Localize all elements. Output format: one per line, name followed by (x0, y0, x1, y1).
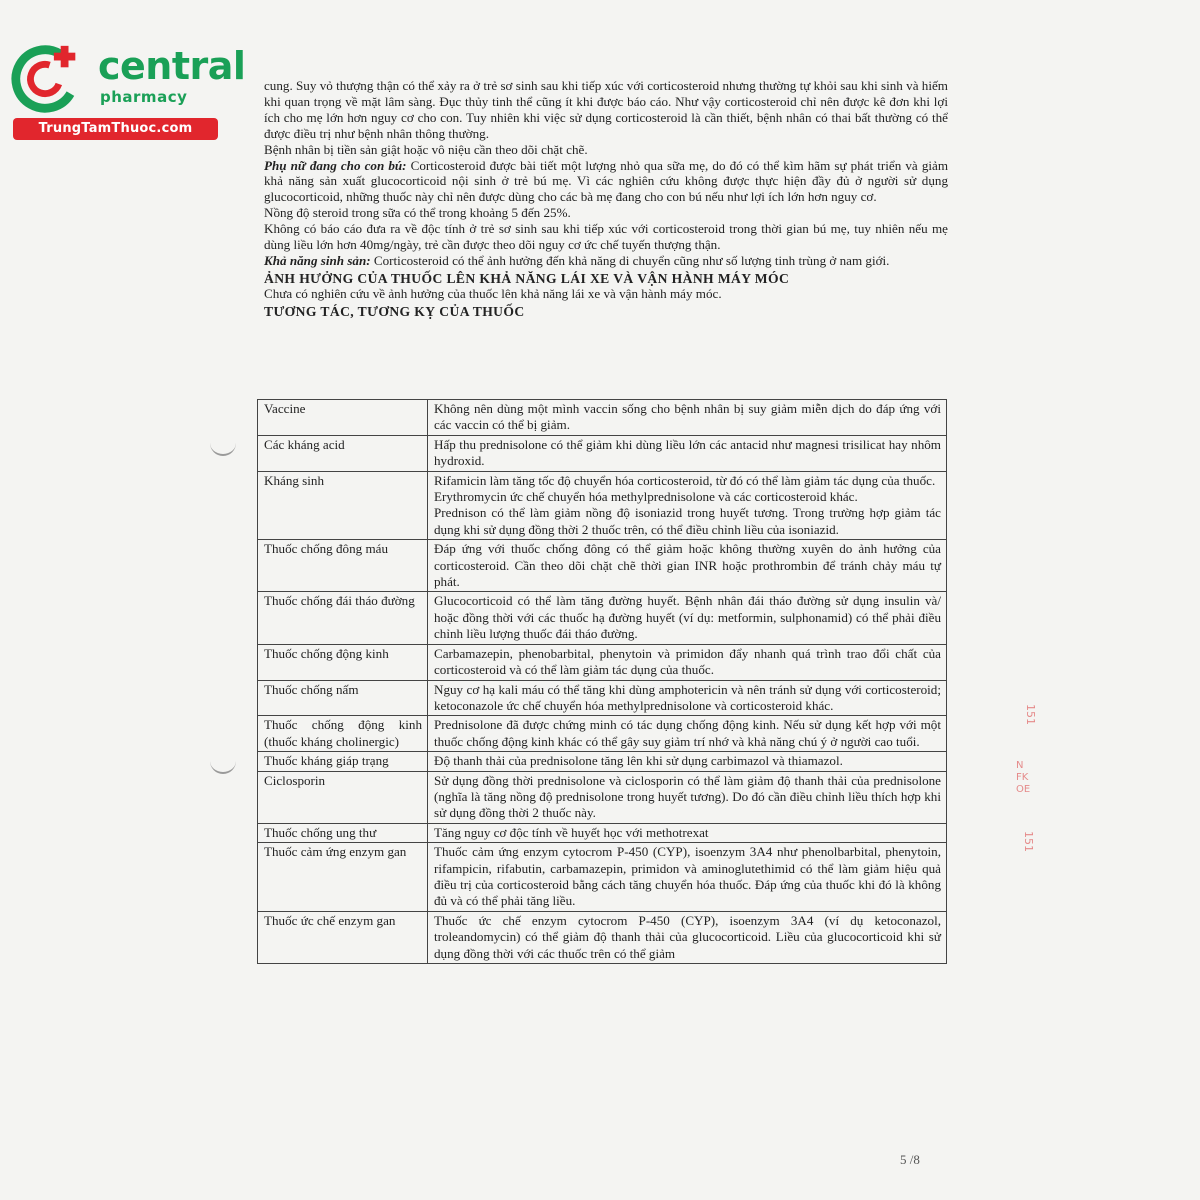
paragraph: Không có báo cáo đưa ra về độc tính ở trẻ sơ sinh sau khi tiếp xúc với corticosteroid trong thời gian bú mẹ, tuy nhiên nếu mẹ dùng liều lớn hơn 40mg/ngày, trẻ cần được theo dõi nguy cơ ức chế tuyến thượng thận. (264, 221, 948, 253)
effect-line: Không nên dùng một mình vaccin sống cho bệnh nhân bị suy giảm miễn dịch do đáp ứng với các vaccin có thể bị giảm. (434, 401, 941, 433)
effect-line: Prednisolone đã được chứng minh có tác dụng chống động kinh. Nếu sử dụng kết hợp với một thuốc chống động kinh khác có thể gây suy giảm trí nhớ và khả năng chú ý ở người cao tuổi. (434, 717, 941, 749)
table-row (258, 771, 947, 823)
stamp-mark: 151 (1024, 704, 1037, 725)
interaction-effect-cell (428, 752, 947, 771)
logo-subtitle: pharmacy (100, 88, 188, 106)
paragraph: cung. Suy vỏ thượng thận có thể xảy ra ở trẻ sơ sinh sau khi tiếp xúc với corticosteroid nhưng thường tự khỏi sau khi sinh và hiếm khi quan trọng về mặt lâm sàng. Đục thủy tinh thể cũng ít khi được báo cáo. Như vậy corticosteroid chỉ nên được kê đơn khi lợi ích cho mẹ lớn hơn nguy cơ cho con. Tuy nhiên khi việc sử dụng corticosteroid là cần thiết, bệnh nhân có thai bất thường có thể được điều trị như bệnh nhân thông thường. (264, 78, 948, 141)
table-row (258, 435, 947, 471)
drug-class-cell: Các kháng acid (258, 435, 428, 471)
logo-name: central (98, 44, 246, 88)
interaction-effect-cell (428, 823, 947, 842)
interaction-effect-cell (428, 540, 947, 592)
effect-line: Rifamicin làm tăng tốc độ chuyển hóa corticosteroid, từ đó có thể làm giảm tác dụng của thuốc. (434, 472, 936, 488)
effect-line: Đáp ứng với thuốc chống đông có thể giảm hoặc không thường xuyên do ảnh hưởng của corticosteroid. Cần theo dõi chặt chẽ thời gian INR hoặc prothrombin để tránh chảy máu tự phát. (434, 541, 941, 590)
drug-class-cell: Thuốc kháng giáp trạng (258, 752, 428, 771)
drug-class-cell: Ciclosporin (258, 771, 428, 823)
table-row (258, 716, 947, 752)
table-row (258, 471, 947, 540)
table-row (258, 752, 947, 771)
drug-class-cell: Thuốc chống đái tháo đường (258, 592, 428, 644)
effect-line: Độ thanh thải của prednisolone tăng lên khi sử dụng carbimazol và thiamazol. (434, 753, 843, 769)
interaction-effect-cell (428, 843, 947, 912)
stamp-mark: N FK OE (1016, 760, 1031, 795)
effect-line: Thuốc ức chế enzym cytocrom P-450 (CYP), isoenzym 3A4 (ví dụ ketoconazol, troleandomycin) có thể giảm độ thanh thải của glucocorticoid. Liều của glucocorticoid khi sử dụng đồng thời với các thuốc trên có thể giảm (434, 912, 941, 961)
effect-line: Tăng nguy cơ độc tính về huyết học với methotrexat (434, 824, 709, 840)
punch-hole-mark (210, 758, 236, 774)
central-pharmacy-logo[interactable] (10, 38, 246, 138)
punch-hole-mark (210, 440, 236, 456)
interaction-effect-cell (428, 400, 947, 436)
drug-class-cell: Thuốc chống động kinh (thuốc kháng cholinergic) (258, 716, 428, 752)
drug-class-cell: Kháng sinh (258, 471, 428, 540)
paragraph: Khả năng sinh sản: Corticosteroid có thể ảnh hưởng đến khả năng di chuyển cũng như số lượng tinh trùng ở nam giới. (264, 252, 890, 268)
paragraph: Phụ nữ đang cho con bú: Corticosteroid được bài tiết một lượng nhỏ qua sữa mẹ, do đó có thể kìm hãm sự phát triển và giảm khả năng sản xuất glucocorticoid nội sinh ở trẻ bú mẹ. Vì các nghiên cứu không được thực hiện đầy đủ ở người sử dụng glucocorticoid, những thuốc này chỉ nên được dùng cho các bà mẹ đang cho con bú nếu như lợi ích lớn hơn nguy cơ. (264, 157, 948, 205)
drug-class-cell: Thuốc chống đông máu (258, 540, 428, 592)
effect-line: Thuốc cảm ứng enzym cytocrom P-450 (CYP), isoenzym 3A4 như phenolbarbital, phenytoin, rifampicin, rifabutin, carbamazepin, primidon và aminoglutethimid có thể làm giảm hiệu quả điều trị của corticosteroid bằng cách tăng chuyển hóa thuốc. Đáp ứng của thuốc khi đó là không đủ và có thể phải tăng liều. (434, 844, 941, 909)
paragraph-lead: Khả năng sinh sản: (264, 252, 371, 268)
effect-line: Hấp thu prednisolone có thể giảm khi dùng liều lớn các antacid như magnesi trisilicat hay nhôm hydroxid. (434, 436, 941, 469)
interaction-effect-cell (428, 644, 947, 680)
section-heading-driving: ẢNH HƯỞNG CỦA THUỐC LÊN KHẢ NĂNG LÁI XE VÀ VẬN HÀNH MÁY MÓC (264, 270, 790, 286)
effect-line: Erythromycin ức chế chuyển hóa methylprednisolone và các corticosteroid khác. (434, 489, 858, 505)
central-logo-icon (10, 40, 88, 118)
table-row (258, 843, 947, 912)
table-row (258, 823, 947, 842)
table-row (258, 540, 947, 592)
table-row (258, 592, 947, 644)
effect-line: Carbamazepin, phenobarbital, phenytoin và primidon đẩy nhanh quá trình trao đổi chất của corticosteroid và có thể làm giảm tác dụng của thuốc. (434, 645, 941, 678)
interactions-table (257, 399, 947, 964)
effect-line: Sử dụng đồng thời prednisolone và ciclosporin có thể làm giảm độ thanh thải của prednisolone (nghĩa là tăng nồng độ prednisolone trong huyết tương). Do đó cần điều chỉnh liều thích hợp khi sử dụng đồng thời 2 thuốc này. (434, 772, 941, 821)
paragraph-lead: Phụ nữ đang cho con bú: (264, 157, 407, 173)
paragraph: Bệnh nhân bị tiền sản giật hoặc vô niệu cần theo dõi chặt chẽ. (264, 141, 588, 157)
interaction-effect-cell (428, 592, 947, 644)
logo-url-banner[interactable]: TrungTamThuoc.com (13, 118, 218, 140)
table-row (258, 911, 947, 963)
interaction-effect-cell (428, 471, 947, 540)
effect-line: Prednison có thể làm giảm nồng độ isoniazid trong huyết tương. Trong trường hợp giảm tác dụng khi sử dụng đồng thời 2 thuốc trên, có thể điều chỉnh liều của isoniazid. (434, 505, 941, 537)
drug-class-cell: Thuốc chống động kinh (258, 644, 428, 680)
drug-class-cell: Thuốc chống nấm (258, 680, 428, 716)
drug-class-cell: Thuốc ức chế enzym gan (258, 911, 428, 963)
stamp-mark: 151 (1022, 831, 1035, 852)
interaction-effect-cell (428, 435, 947, 471)
page-number: 5 /8 (900, 1152, 920, 1167)
paragraph: Nồng độ steroid trong sữa có thể trong khoảng 5 đến 25%. (264, 205, 571, 221)
driving-text: Chưa có nghiên cứu về ảnh hưởng của thuốc lên khả năng lái xe và vận hành máy móc. (264, 285, 722, 301)
document-body (264, 78, 948, 319)
interaction-effect-cell (428, 771, 947, 823)
section-heading-interactions: TƯƠNG TÁC, TƯƠNG KỴ CỦA THUỐC (264, 303, 525, 319)
drug-class-cell: Vaccine (258, 400, 428, 436)
drug-class-cell: Thuốc chống ung thư (258, 823, 428, 842)
drug-class-cell: Thuốc cảm ứng enzym gan (258, 843, 428, 912)
interaction-effect-cell (428, 680, 947, 716)
interaction-effect-cell (428, 716, 947, 752)
effect-line: Nguy cơ hạ kali máu có thể tăng khi dùng amphotericin và nên tránh sử dụng với corticosteroid; ketoconazole ức chế chuyển hóa methylprednisolone và corticosteroid khác. (434, 681, 941, 713)
table-row (258, 644, 947, 680)
interaction-effect-cell (428, 911, 947, 963)
table-row (258, 400, 947, 436)
effect-line: Glucocorticoid có thể làm tăng đường huyết. Bệnh nhân đái tháo đường sử dụng insulin và/ hoặc đồng thời với các thuốc hạ đường huyết (ví dụ: metformin, sulphonamid) có thể phải điều chỉnh liều lượng thuốc đái tháo đường. (434, 593, 941, 642)
table-row (258, 680, 947, 716)
